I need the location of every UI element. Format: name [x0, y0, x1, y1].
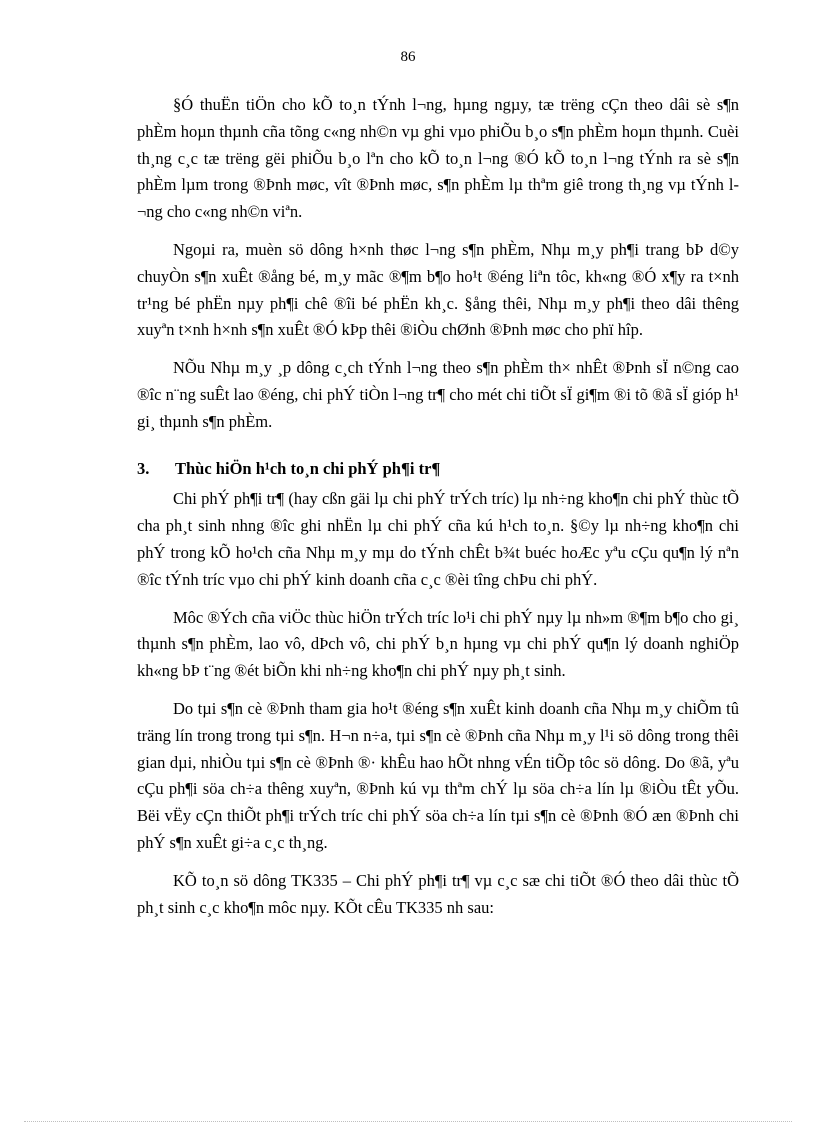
paragraph: Chi phÝ ph¶i tr¶ (hay cßn gäi lµ chi phÝ trÝch tríc) lµ nh÷ng kho¶n chi phÝ thùc tÕ cha ph¸t sinh nhng ®îc ghi nhËn lµ chi phÝ cña kú h¹ch to¸n. §©y lµ nh÷ng kho¶n chi phÝ trong kÕ ho¹ch cña Nhµ m¸y mµ do tÝnh chÊt b¾t buéc hoÆc yªu cÇu qu¶n lý nªn ®îc tÝnh tríc vµo chi phÝ kinh doanh cña c¸c ®èi tîng chÞu chi phÝ.: [137, 489, 739, 589]
section-title: Thùc hiÖn h¹ch to¸n chi phÝ ph¶i tr¶: [175, 458, 441, 478]
section-heading: [137, 456, 739, 483]
paragraph: Môc ®Ých cña viÖc thùc hiÖn trÝch tríc lo¹i chi phÝ nµy lµ nh»m ®¶m b¶o cho gi¸ thµnh s¶n phÈm, lao vô, dÞch vô, chi phÝ b¸n hµng vµ chi phÝ qu¶n lý doanh nghiÖp kh«ng bÞ t¨ng ®ét biÕn khi nh÷ng kho¶n chi phÝ nµy ph¸t sinh.: [137, 607, 739, 681]
paragraph: NÕu Nhµ m¸y ¸p dông c¸ch tÝnh l¬ng theo s¶n phÈm th× nhÊt ®Þnh sÏ n©ng cao ®îc n¨ng suÊt lao ®éng, chi phÝ tiÒn l¬ng tr¶ cho mét chi tiÕt sÏ gi¶m ®i tõ ®ã sÏ gióp h¹ gi¸ thµnh s¶n phÈm.: [137, 358, 739, 431]
page-number: 86: [400, 49, 416, 65]
paragraph: KÕ to¸n sö dông TK335 – Chi phÝ ph¶i tr¶ vµ c¸c sæ chi tiÕt ®Ó theo dâi thùc tÕ ph¸t sinh c¸c kho¶n môc nµy. KÕt cÊu TK335 nh sau:: [137, 870, 739, 917]
paragraph: Ngoµi ra, muèn sö dông h×nh thøc l¬ng s¶n phÈm, Nhµ m¸y ph¶i trang bÞ d©y chuyÒn s¶n xuÊt ®ång bé, m¸y mãc ®¶m b¶o ho¹t ®éng liªn tôc, kh«ng ®Ó x¶y ra t×nh tr¹ng bé phËn nµy ph¶i chê ®îi bé phËn kh¸c. §ång thêi, Nhµ m¸y ph¶i theo dâi thêng xuyªn t×nh h×nh s¶n xuÊt ®Ó kÞp thêi ®iÒu chØnh ®Þnh møc cho phï hîp.: [137, 239, 739, 340]
body-text: [137, 92, 739, 932]
paragraph: Do tµi s¶n cè ®Þnh tham gia ho¹t ®éng s¶n xuÊt kinh doanh cña Nhµ m¸y chiÕm tû träng lín trong trong tµi s¶n. H¬n n÷a, tµi s¶n cè ®Þnh cña Nhµ m¸y l¹i sö dông trong thêi gian dµi, nhiÒu tµi s¶n cè ®Þnh ®· khÊu hao hÕt nhng vÉn tiÕp tôc sö dông. Do ®ã, yªu cÇu ph¶i söa ch÷a thêng xuyªn, ®Þnh kú vµ thªm chÝ lµ söa ch÷a lín lµ ®iÒu tÊt yÕu. Bëi vËy cÇn thiÕt ph¶i trÝch tríc chi phÝ söa ch÷a lín tµi s¶n cè ®Þnh ®Ó æn ®Þnh chi phÝ s¶n xuÊt gi÷a c¸c th¸ng.: [137, 698, 739, 852]
section-number: 3.: [137, 458, 150, 478]
paragraph: §Ó thuËn tiÖn cho kÕ to¸n tÝnh l¬ng, hµng ngµy, tæ trëng cÇn theo dâi sè s¶n phÈm hoµn thµnh cña tõng c«ng nh©n vµ ghi vµo phiÕu b¸o s¶n phÈm hoµn thµnh. Cuèi th¸ng c¸c tæ trëng gëi phiÕu b¸o lªn cho kÕ to¸n l¬ng ®Ó kÕ to¸n l¬ng tÝnh ra sè s¶n phÈm lµm trong ®Þnh møc, vît ®Þnh møc, s¶n phÈm lµ thªm giê trong th¸ng vµ tÝnh l¬ng cho c«ng nh©n viªn.: [137, 95, 739, 222]
footer-divider: [24, 1121, 792, 1122]
